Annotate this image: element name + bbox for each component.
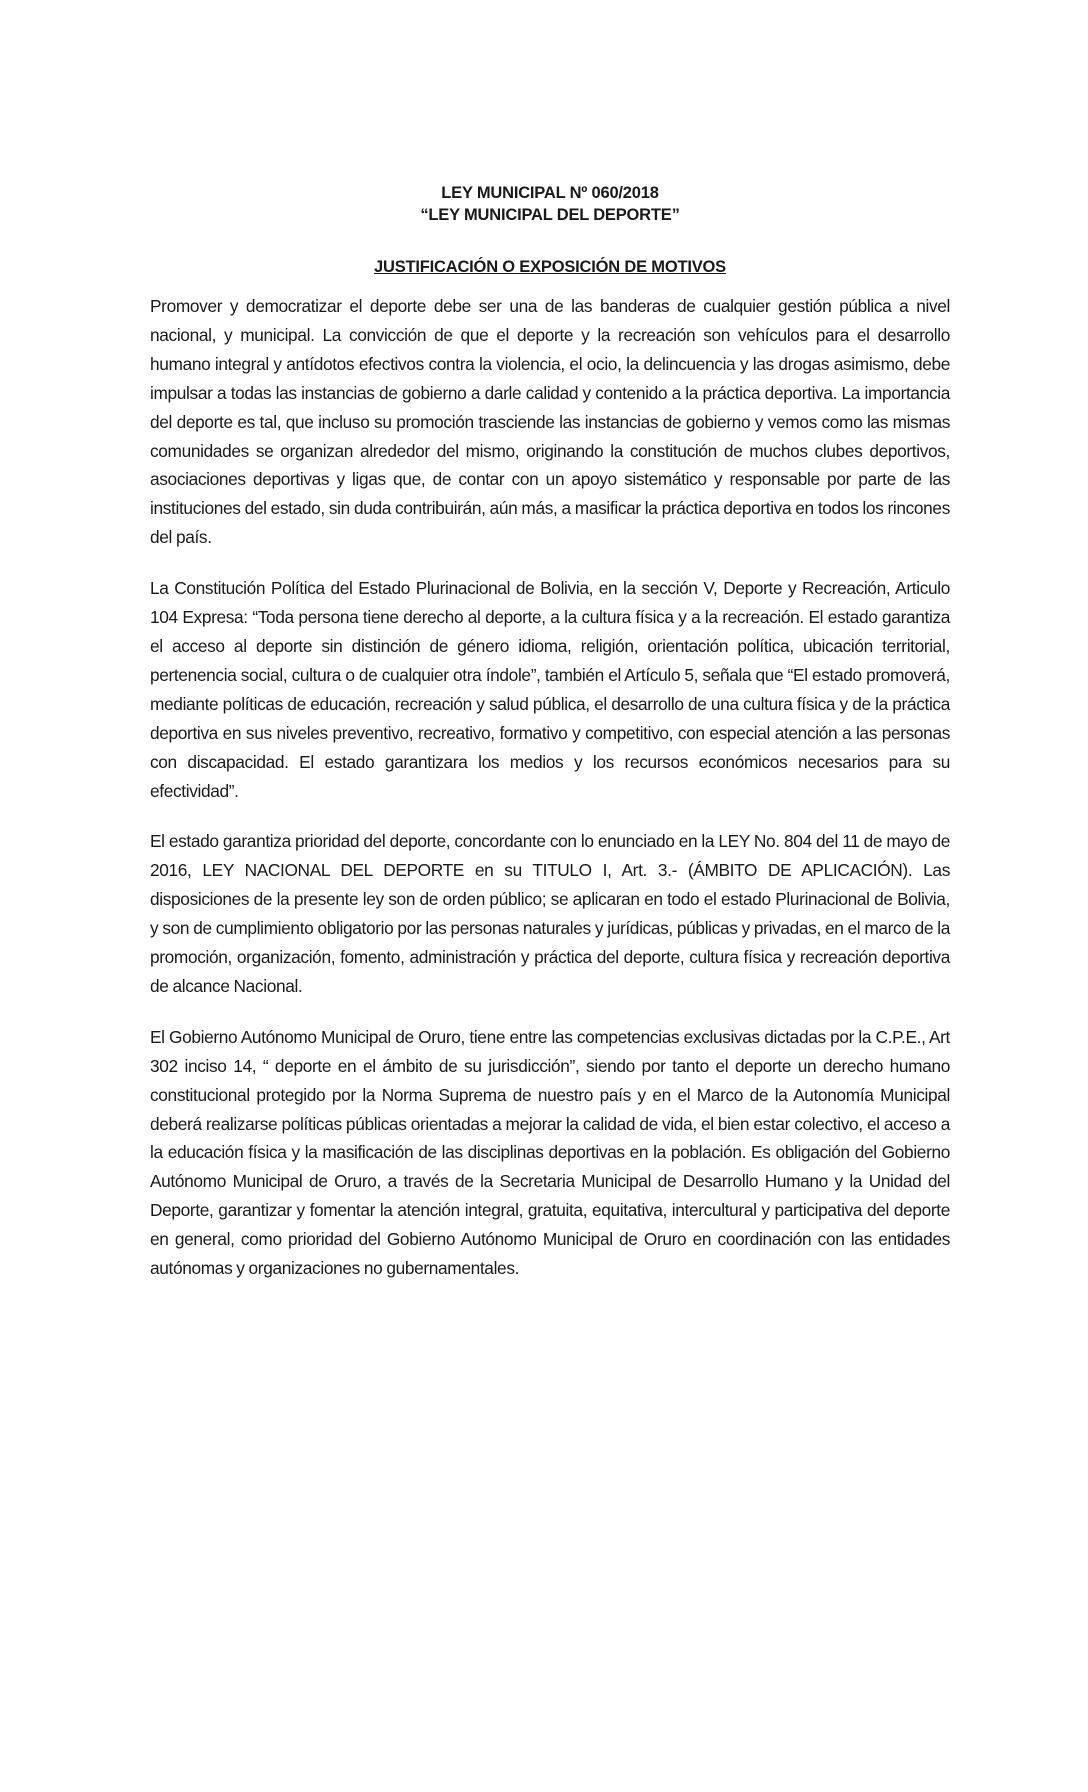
- law-title: LEY MUNICIPAL Nº 060/2018: [441, 184, 659, 202]
- law-subtitle: “LEY MUNICIPAL DEL DEPORTE”: [420, 206, 680, 224]
- paragraph-3: El estado garantiza prioridad del deporte, concordante con lo enunciado en la LEY No. 804 del 11 de mayo de 2016, LEY NACIONAL DEL DEPORTE en su TITULO I, Art. 3.- (ÁMBITO DE APLICACIÓN). Las disposiciones de la presente ley son de orden público; se aplicaran en todo el estado Plurinacional de Bolivia, y son de cumplimiento obligatorio por las personas naturales y jurídicas, públicas y privadas, en el marco de la promoción, organización, fomento, administración y práctica del deporte, cultura física y recreación deportiva de alcance Nacional.: [150, 831, 950, 996]
- paragraph-2: La Constitución Política del Estado Plurinacional de Bolivia, en la sección V, Deporte y Recreación, Articulo 104 Expresa: “Toda persona tiene derecho al deporte, a la cultura física y a la recreación. El estado garantiza el acceso al deporte sin distinción de género idioma, religión, orientación política, ubicación territorial, pertenencia social, cultura o de cualquier otra índole”, también el Artículo 5, señala que “El estado promoverá, mediante políticas de educación, recreación y salud pública, el desarrollo de una cultura física y de la práctica deportiva en sus niveles preventivo, recreativo, formativo y competitivo, con especial atención a las personas con discapacidad. El estado garantizara los medios y los recursos económicos necesarios para su efectividad”.: [150, 578, 950, 801]
- section-heading: JUSTIFICACIÓN O EXPOSICIÓN DE MOTIVOS: [374, 258, 726, 276]
- document-body: [150, 182, 950, 1305]
- paragraph-4: El Gobierno Autónomo Municipal de Oruro, tiene entre las competencias exclusivas dictadas por la C.P.E., Art 302 inciso 14, “ deporte en el ámbito de su jurisdicción”, siendo por tanto el deporte un derecho humano constitucional protegido por la Norma Suprema de nuestro país y en el Marco de la Autonomía Municipal deberá realizarse políticas públicas orientadas a mejorar la calidad de vida, el bien estar colectivo, el acceso a la educación física y la masificación de las disciplinas deportivas en la población. Es obligación del Gobierno Autónomo Municipal de Oruro, a través de la Secretaria Municipal de Desarrollo Humano y la Unidad del Deporte, garantizar y fomentar la atención integral, gratuita, equitativa, intercultural y participativa del deporte en general, como prioridad del Gobierno Autónomo Municipal de Oruro en coordinación con las entidades autónomas y organizaciones no gubernamentales.: [150, 1026, 950, 1279]
- paragraph-1: Promover y democratizar el deporte debe ser una de las banderas de cualquier gestión pública a nivel nacional, y municipal. La convicción de que el deporte y la recreación son vehículos para el desarrollo humano integral y antídotos efectivos contra la violencia, el ocio, la delincuencia y las drogas asimismo, debe impulsar a todas las instancias de gobierno a darle calidad y contenido a la práctica deportiva. La importancia del deporte es tal, que incluso su promoción trasciende las instancias de gobierno y vemos como las mismas comunidades se organizan alrededor del mismo, originando la constitución de muchos clubes deportivos, asociaciones deportivas y ligas que, de contar con un apoyo sistemático y responsable por parte de las instituciones del estado, sin duda contribuirán, aún más, a masificar la práctica deportiva en todos los rincones del país.: [150, 296, 950, 548]
